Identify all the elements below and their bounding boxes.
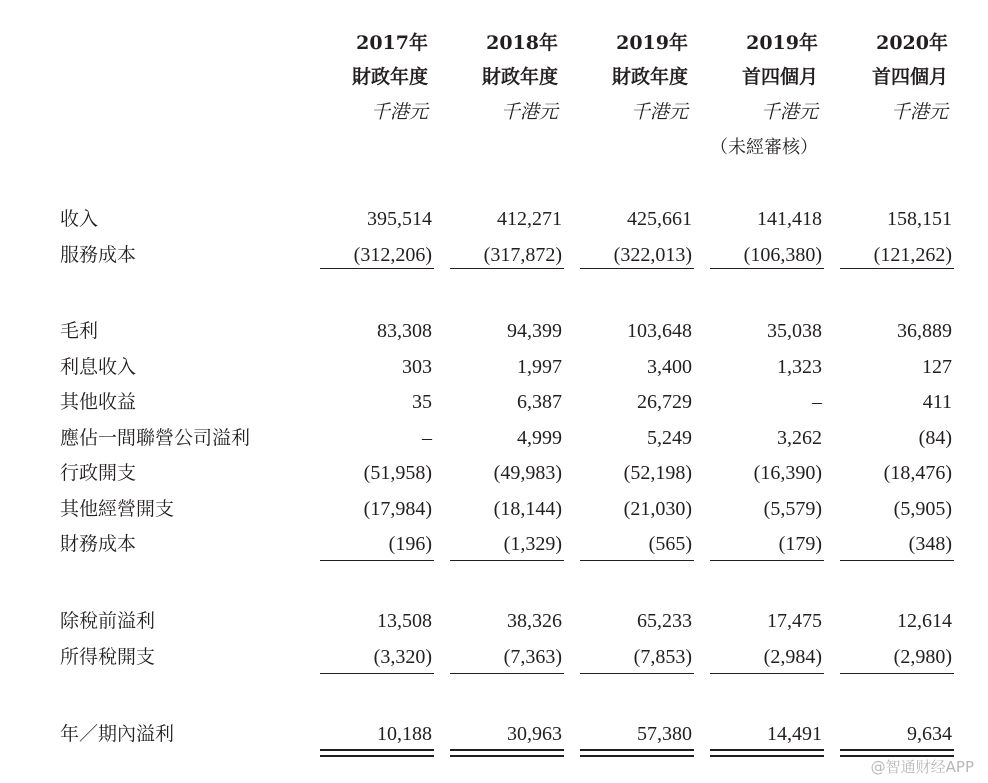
underline-rule xyxy=(450,673,564,674)
table-cell: 303 xyxy=(402,356,432,378)
header-period: 財政年度 xyxy=(481,66,558,88)
underline-rule xyxy=(320,560,434,561)
table-cell: (51,958) xyxy=(363,462,432,484)
row-label: 除稅前溢利 xyxy=(60,610,156,632)
table-cell: (322,013) xyxy=(613,244,692,266)
table-cell: (2,980) xyxy=(893,646,952,668)
double-underline-rule xyxy=(580,749,694,751)
table-cell: 12,614 xyxy=(897,610,952,632)
watermark: @智通财经APP xyxy=(870,758,974,776)
table-cell: (3,320) xyxy=(373,646,432,668)
table-cell: 14,491 xyxy=(767,723,822,745)
double-underline-rule xyxy=(320,755,434,757)
table-cell: 36,889 xyxy=(897,320,952,342)
header-unit: 千港元 xyxy=(890,102,948,123)
underline-rule xyxy=(710,268,824,269)
table-cell: 141,418 xyxy=(757,208,822,230)
table-cell: (17,984) xyxy=(363,498,432,520)
table-cell: 4,999 xyxy=(517,427,562,449)
underline-rule xyxy=(840,673,954,674)
table-cell: 6,387 xyxy=(517,391,562,413)
table-cell: (21,030) xyxy=(623,498,692,520)
double-underline-rule xyxy=(710,749,824,751)
row-label: 利息收入 xyxy=(60,356,137,378)
double-underline-rule xyxy=(710,755,824,757)
double-underline-rule xyxy=(840,749,954,751)
table-cell: (121,262) xyxy=(873,244,952,266)
underline-rule xyxy=(580,268,694,269)
row-label: 其他經營開支 xyxy=(60,498,175,520)
double-underline-rule xyxy=(320,749,434,751)
double-underline-rule xyxy=(450,749,564,751)
table-cell: (317,872) xyxy=(483,244,562,266)
table-cell: 83,308 xyxy=(377,320,432,342)
table-cell: (18,144) xyxy=(493,498,562,520)
underline-rule xyxy=(320,268,434,269)
table-cell: 412,271 xyxy=(497,208,562,230)
table-cell: 1,997 xyxy=(517,356,562,378)
table-cell: (565) xyxy=(648,533,692,555)
table-cell: 35,038 xyxy=(767,320,822,342)
header-year: 2019年 xyxy=(746,32,818,54)
header-unaudited-note: （未經審核） xyxy=(710,137,818,158)
underline-rule xyxy=(580,673,694,674)
table-cell: 158,151 xyxy=(887,208,952,230)
table-cell: (106,380) xyxy=(743,244,822,266)
row-label: 年／期內溢利 xyxy=(60,723,175,745)
table-cell: – xyxy=(812,391,822,413)
table-cell: 3,400 xyxy=(647,356,692,378)
table-cell: (84) xyxy=(918,427,952,449)
table-cell: (5,579) xyxy=(763,498,822,520)
header-year: 2017年 xyxy=(356,32,428,54)
underline-rule xyxy=(450,268,564,269)
underline-rule xyxy=(580,560,694,561)
table-cell: (16,390) xyxy=(753,462,822,484)
underline-rule xyxy=(840,268,954,269)
row-label: 毛利 xyxy=(60,320,99,342)
table-cell: 38,326 xyxy=(507,610,562,632)
table-cell: (348) xyxy=(908,533,952,555)
table-cell: (52,198) xyxy=(623,462,692,484)
double-underline-rule xyxy=(580,755,694,757)
row-label: 收入 xyxy=(60,208,99,230)
header-year: 2019年 xyxy=(616,32,688,54)
row-label: 所得稅開支 xyxy=(60,646,156,668)
table-cell: (2,984) xyxy=(763,646,822,668)
table-cell: (5,905) xyxy=(893,498,952,520)
table-cell: (312,206) xyxy=(353,244,432,266)
underline-rule xyxy=(840,560,954,561)
table-cell: (1,329) xyxy=(503,533,562,555)
table-cell: 30,963 xyxy=(507,723,562,745)
table-cell: 1,323 xyxy=(777,356,822,378)
table-cell: 13,508 xyxy=(377,610,432,632)
header-year: 2018年 xyxy=(486,32,558,54)
table-cell: 10,188 xyxy=(377,723,432,745)
underline-rule xyxy=(710,560,824,561)
table-cell: 35 xyxy=(412,391,432,413)
table-cell: (196) xyxy=(388,533,432,555)
row-label: 服務成本 xyxy=(60,244,137,266)
header-year: 2020年 xyxy=(876,32,948,54)
table-cell: (179) xyxy=(778,533,822,555)
table-cell: 411 xyxy=(922,391,952,413)
table-cell: 26,729 xyxy=(637,391,692,413)
table-cell: 395,514 xyxy=(367,208,432,230)
table-cell: 65,233 xyxy=(637,610,692,632)
table-cell: – xyxy=(422,427,432,449)
table-cell: 9,634 xyxy=(907,723,952,745)
table-cell: 5,249 xyxy=(647,427,692,449)
header-unit: 千港元 xyxy=(370,102,428,123)
table-cell: 3,262 xyxy=(777,427,822,449)
underline-rule xyxy=(710,673,824,674)
header-period: 財政年度 xyxy=(351,66,428,88)
underline-rule xyxy=(450,560,564,561)
table-cell: (49,983) xyxy=(493,462,562,484)
header-unit: 千港元 xyxy=(760,102,818,123)
header-period: 首四個月 xyxy=(871,66,948,88)
row-label: 應佔一間聯營公司溢利 xyxy=(60,427,251,449)
row-label: 財務成本 xyxy=(60,533,137,555)
row-label: 行政開支 xyxy=(60,462,137,484)
table-cell: 425,661 xyxy=(627,208,692,230)
table-cell: 57,380 xyxy=(637,723,692,745)
table-cell: (7,853) xyxy=(633,646,692,668)
header-period: 財政年度 xyxy=(611,66,688,88)
header-unit: 千港元 xyxy=(500,102,558,123)
table-cell: 94,399 xyxy=(507,320,562,342)
row-label: 其他收益 xyxy=(60,391,137,413)
table-cell: (7,363) xyxy=(503,646,562,668)
header-unit: 千港元 xyxy=(630,102,688,123)
table-cell: 17,475 xyxy=(767,610,822,632)
table-cell: 103,648 xyxy=(627,320,692,342)
header-period: 首四個月 xyxy=(741,66,818,88)
table-cell: 127 xyxy=(922,356,952,378)
double-underline-rule xyxy=(450,755,564,757)
table-cell: (18,476) xyxy=(883,462,952,484)
underline-rule xyxy=(320,673,434,674)
